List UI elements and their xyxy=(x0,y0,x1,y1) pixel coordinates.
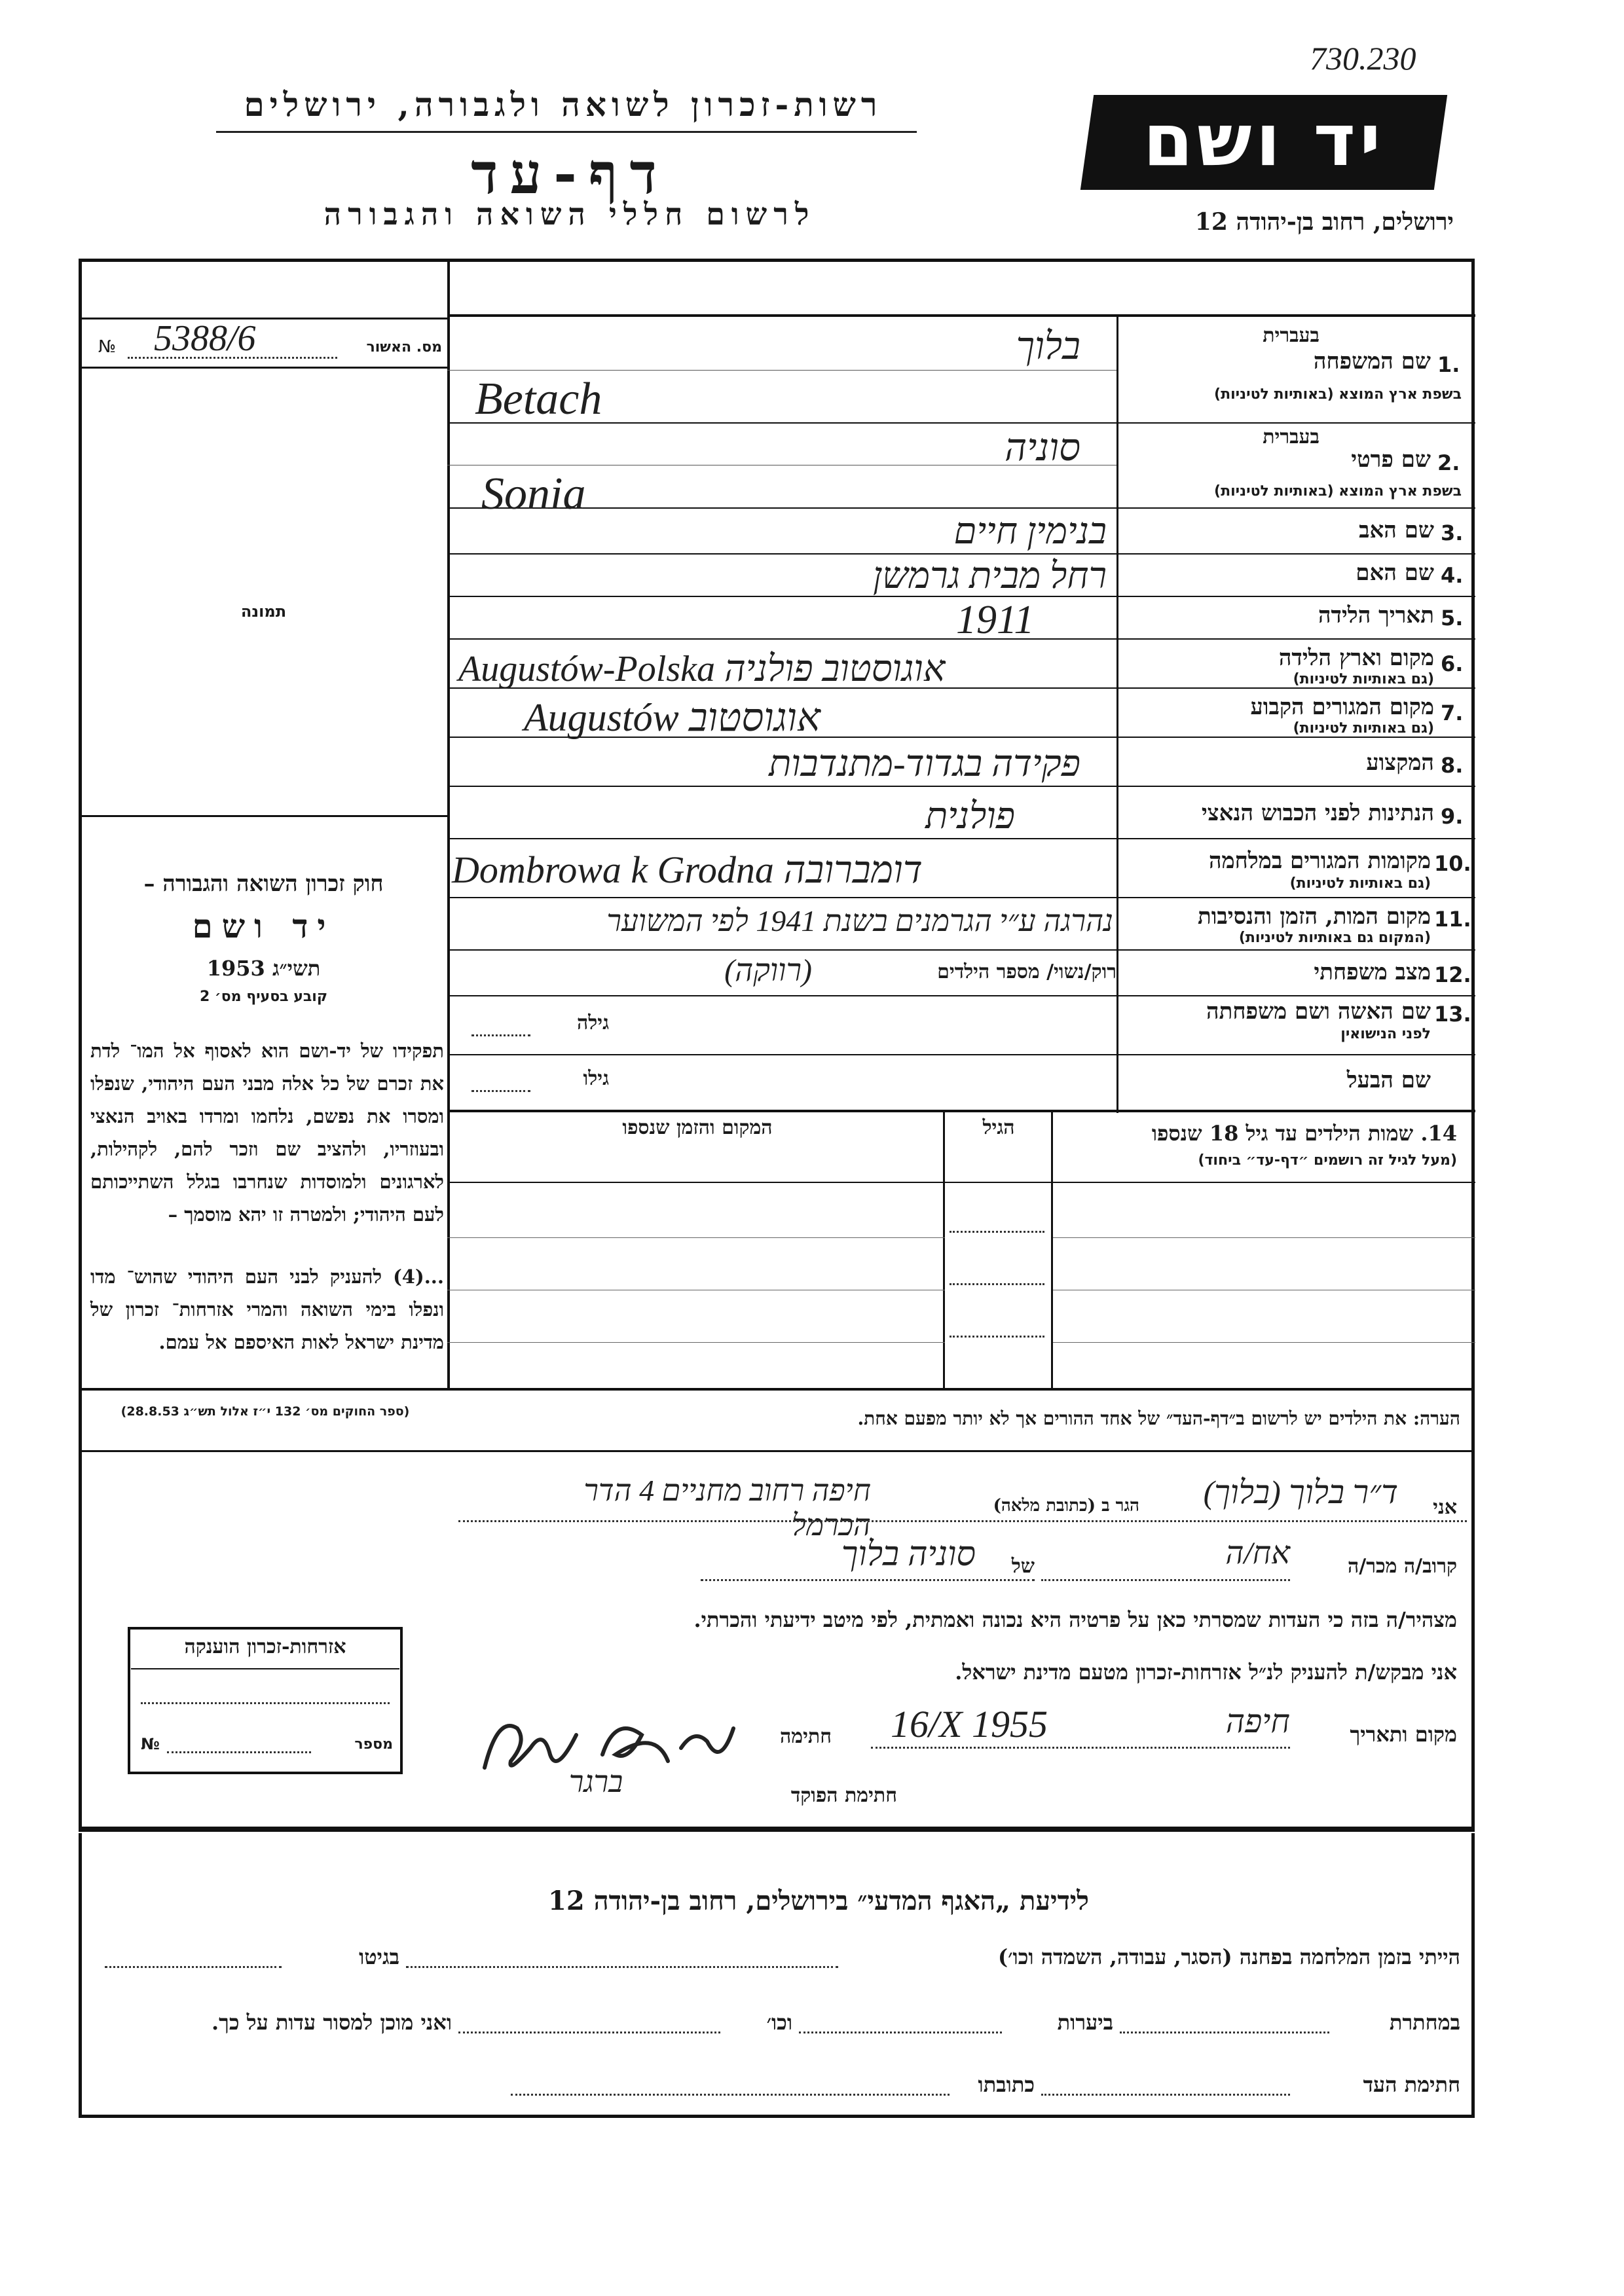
field-1-label: שם המשפחה xyxy=(1313,348,1431,374)
children-col-place: המקום והזמן שנספו xyxy=(622,1116,773,1139)
bottom-camp-label: הייתי בזמן המלחמה בפחנה (הסגר, עבודה, השמדה וכו׳) xyxy=(998,1944,1460,1969)
field-11-note: (המקום גם באותיות לטיניות) xyxy=(1238,930,1431,946)
approval-number: 5388/6 xyxy=(154,318,256,359)
bottom-address-label: כתובתו xyxy=(978,2072,1035,2097)
field-7-label: מקום המגורים הקבוע xyxy=(1250,694,1434,720)
field-7-note: (גם באותיות לטיניות) xyxy=(1293,720,1434,737)
field-13-number: 13. xyxy=(1434,1002,1471,1027)
field-1-hebrew-tag: בעברית xyxy=(1263,324,1320,347)
number-no-mark: № xyxy=(98,337,117,357)
official-signature-label: חתימת הפוקד xyxy=(790,1784,897,1807)
field-2-number: 2. xyxy=(1437,450,1460,475)
date-value[interactable]: 16/X 1955 xyxy=(891,1703,1048,1745)
field-1-note: בשפת ארץ המוצא (באותיות לטיניות) xyxy=(1214,386,1462,403)
logo-text: יד ושם xyxy=(1143,98,1385,182)
field-1-value-latin[interactable]: Betach xyxy=(475,374,602,424)
relative-value[interactable]: אח/ה xyxy=(1225,1536,1290,1571)
field-6-note: (גם באותיות לטיניות) xyxy=(1293,671,1434,687)
approval-number-label: מס. האשור xyxy=(366,339,442,355)
field-8-value[interactable]: פקידה בגדוד-מתנדבות xyxy=(769,744,1080,784)
field-5-value[interactable]: 1911 xyxy=(956,598,1035,642)
field-9-value[interactable]: פולנית xyxy=(925,796,1015,837)
declarant-name[interactable]: ד״ר בלוך (בלוך) xyxy=(1203,1474,1398,1510)
field-3-label: שם האב xyxy=(1359,517,1434,543)
of-value[interactable]: סוניה בלוך xyxy=(841,1536,976,1573)
field-12-label: מצב משפחתי xyxy=(1314,959,1431,985)
husband-label: שם הבעל xyxy=(1346,1067,1431,1093)
field-2-label: שם פרטי xyxy=(1351,446,1431,473)
field-1-number: 1. xyxy=(1437,352,1460,377)
field-9-label: הנתינות לפני הכבוש הנאצי xyxy=(1201,800,1434,826)
field-7-number: 7. xyxy=(1441,701,1464,725)
bottom-frame xyxy=(79,1833,1475,2118)
field-2-value-hebrew[interactable]: סוניה xyxy=(1005,426,1080,469)
field-5-number: 5. xyxy=(1441,606,1464,630)
remark-text: הערה: את הילדים יש לרשום ב״דף-העד״ של אחד ההורים אך לא יותר מפעם אחת. xyxy=(857,1408,1460,1429)
field-12-status-options: רוק/נשוי/ מספר הילדים xyxy=(937,960,1116,983)
field-8-number: 8. xyxy=(1441,753,1464,778)
bottom-title: לידיעת „האגף המדעי״ בירושלים, רחוב בן-יהודה 12 xyxy=(547,1886,1090,1916)
field-8-label: המקצוע xyxy=(1366,750,1434,776)
law-name: יד ושם xyxy=(192,907,335,945)
field-9-number: 9. xyxy=(1441,804,1464,829)
bottom-forests-label: ביערות xyxy=(1057,2010,1113,2035)
of-label: של xyxy=(1011,1555,1035,1578)
law-year: תשי״ג 1953 xyxy=(206,956,321,981)
field-13-age-he: גילו xyxy=(583,1067,609,1090)
field-13-age-she: גילה xyxy=(576,1011,609,1034)
law-source: (ספר החוקים מס׳ 132 י״ז אלול תש״ג 28.8.53) xyxy=(120,1404,410,1419)
field-2-hebrew-tag: בעברית xyxy=(1263,426,1320,448)
resident-label: הגר ב (כתובת מלאה) xyxy=(993,1496,1139,1516)
field-12-number: 12. xyxy=(1434,962,1471,987)
bottom-underground-label: במחתרת xyxy=(1389,2010,1460,2035)
declaration-statement: מצהיר/ה בזה כי העדות שמסרתי כאן על פרטיה היא נכונה ואמתית, לפי מיטב ידיעתי והכרתי. xyxy=(693,1607,1457,1632)
form-subtitle: לרשום חללי השואה והגבורה xyxy=(323,196,816,232)
field-10-number: 10. xyxy=(1434,851,1471,876)
field-5-label: תאריך הלידה xyxy=(1318,602,1434,629)
field-2-note: בשפת ארץ המוצא (באותיות לטיניות) xyxy=(1214,483,1462,500)
memorial-box-number-label: מספר xyxy=(354,1736,393,1753)
memorial-box-no-mark: № xyxy=(141,1735,160,1753)
bottom-ready-text: ואני מוכן למסור עדות על כך. xyxy=(211,2010,452,2035)
header-rule xyxy=(216,131,917,133)
field-12-value[interactable]: (רווקה) xyxy=(724,953,812,988)
declarant-label: אני xyxy=(1433,1496,1457,1519)
field-3-number: 3. xyxy=(1441,520,1464,545)
field-10-label: מקומות המגורים במלחמה xyxy=(1208,848,1431,874)
law-text-1: תפקידו של יד-ושם הוא לאסוף אל המו־ לדת את זכרם של כל אלה מבני העם היהודי, שנפלו ומסרו את נפשם, נלחמו ומרדו באויב הנאצי ובעוזריו, ולהציב שם וזכר להם, לקהילות, לארגונים ולמוסדות שנחרבו בגלל השתייכותם לעם היהודי; ולמטרה זו יהא מוסמך – xyxy=(90,1040,444,1226)
field-6-value[interactable]: Augustów-Polska אוגוסטוב פולניה xyxy=(458,649,946,689)
header-address: ירושלים, רחוב בן-יהודה 12 xyxy=(1194,208,1454,236)
official-signature: ברגר xyxy=(568,1765,623,1798)
field-11-value[interactable]: נהרגה ע״י הגרמנים בשנת 1941 לפי המשוער xyxy=(606,904,1113,938)
place-date-label: מקום ותאריך xyxy=(1350,1722,1457,1747)
field-4-number: 4. xyxy=(1441,563,1464,588)
signature-label: חתימה xyxy=(780,1725,832,1748)
field-1-value-hebrew[interactable]: בלוך xyxy=(1016,325,1080,367)
law-title: חוק זכרון השואה והגבורה – xyxy=(143,871,384,897)
children-label: 14. שמות הילדים עד גיל 18 שנספו xyxy=(1151,1121,1457,1146)
field-2-value-latin[interactable]: Sonia xyxy=(481,469,586,519)
field-10-note: (גם באותיות לטיניות) xyxy=(1289,875,1431,892)
bottom-etc-label: וכו׳ xyxy=(766,2010,792,2035)
relative-label: קרוב/ה מכר/ה xyxy=(1348,1555,1457,1578)
archive-number: 730.230 xyxy=(1310,40,1416,77)
law-text-2: ...(4) להעניק לבני העם היהודי שהוש־ מדו ונפלו בימי השואה והמרי אזרחות־ זכרון של מדינת ישראל לאות האיספם אל עמם. xyxy=(90,1266,444,1353)
authority-title: רשות-זכרון לשואה ולגבורה, ירושלים xyxy=(244,85,883,124)
field-7-value[interactable]: Augustów אוגוסטוב xyxy=(524,696,821,739)
declaration-request: אני מבקש/ת להעניק לנ״ל אזרחות-זכרון מטעם מדינת ישראל. xyxy=(955,1660,1457,1685)
memorial-box-title: אזרחות-זכרון הוענקה xyxy=(184,1635,346,1658)
photo-label: תמונה xyxy=(240,602,287,621)
children-col-age: הגיל xyxy=(982,1116,1015,1139)
field-10-value[interactable]: Dombrowa k Grodna דומברובה xyxy=(452,848,923,891)
field-11-label: מקום המות, הזמן והנסיבות xyxy=(1197,903,1431,930)
field-6-number: 6. xyxy=(1441,651,1464,676)
place-value[interactable]: חיפה xyxy=(1225,1703,1290,1740)
form-title: דף-עד xyxy=(471,141,669,207)
field-3-value[interactable]: בנימין חיים xyxy=(953,511,1107,552)
field-13-note: לפני הנישואין xyxy=(1340,1026,1431,1042)
bottom-ghetto-label: בגיטו xyxy=(359,1944,399,1969)
resident-value[interactable]: חיפה רחוב מחניים 4 הדר הכרמל xyxy=(583,1474,871,1542)
field-13-label: שם האשה ושם משפחתה xyxy=(1206,998,1431,1025)
field-4-label: שם האם xyxy=(1356,560,1434,586)
law-clause: קובע בסעיף מס׳ 2 xyxy=(199,989,328,1005)
bottom-witness-sign-label: חתימת העד xyxy=(1363,2072,1460,2097)
field-6-label: מקום וארץ הלידה xyxy=(1278,645,1434,671)
field-11-number: 11. xyxy=(1434,907,1471,932)
field-4-value[interactable]: רחל מבית גרמשן xyxy=(873,556,1107,596)
children-note: (מעל לגיל זה רושמים ״דף-עד״ ביחוד) xyxy=(1198,1152,1457,1169)
